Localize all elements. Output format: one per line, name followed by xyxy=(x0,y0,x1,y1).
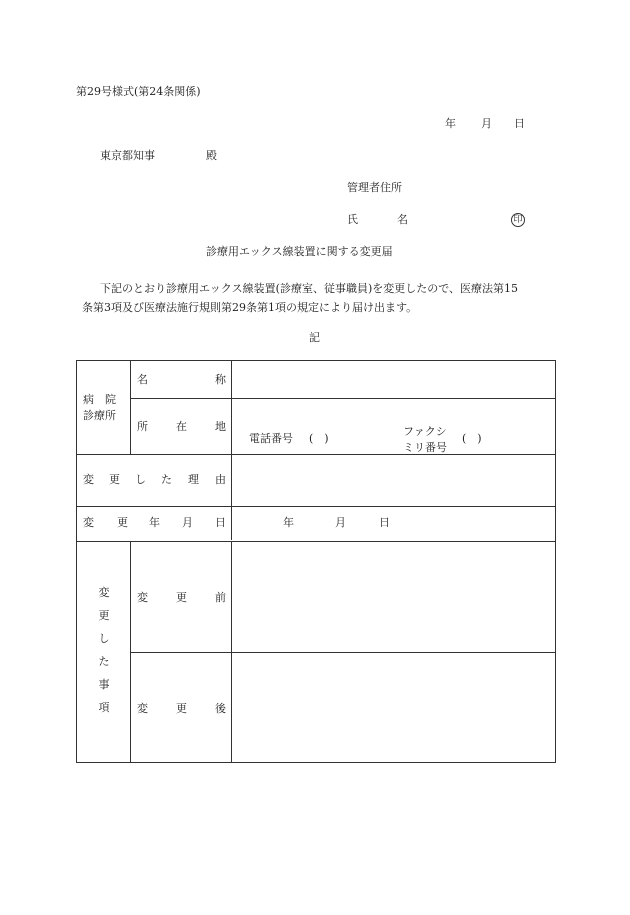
changed-items-char-2: 更 xyxy=(98,609,110,622)
changed-items-char-3: し xyxy=(98,632,110,645)
recipient-honorific: 殿 xyxy=(206,149,217,162)
hospital-label-2: 診療所 xyxy=(83,409,116,422)
change-date-char-1: 変 xyxy=(83,516,94,529)
change-date-char-4: 月 xyxy=(182,516,193,529)
reason-char-5: 理 xyxy=(188,473,199,486)
recipient-title: 東京都知事 xyxy=(100,149,155,162)
body-line-2: 条第3項及び医療法施行規則第29条第1項の規定により届け出ます。 xyxy=(82,301,418,314)
hospital-label-1: 病 院 xyxy=(83,393,116,406)
changed-items-label xyxy=(97,581,111,719)
after-char-2: 更 xyxy=(176,702,187,715)
changed-items-char-5: 事 xyxy=(98,678,110,691)
name-char-2: 称 xyxy=(215,373,226,386)
seal-icon: 印 xyxy=(511,213,525,227)
reason-char-6: 由 xyxy=(215,473,226,486)
after-char-1: 変 xyxy=(137,702,148,715)
form-number: 第29号様式(第24条関係) xyxy=(76,85,201,98)
date-day-label: 日 xyxy=(514,117,525,130)
name-label-2: 名 xyxy=(397,213,408,226)
before-char-1: 変 xyxy=(137,591,148,604)
date-value-month: 月 xyxy=(335,516,346,529)
fax-label-2: ミリ番号 xyxy=(403,441,447,454)
form-table xyxy=(76,360,556,763)
changed-items-char-1: 変 xyxy=(98,586,110,599)
date-value-day: 日 xyxy=(379,516,390,529)
after-char-3: 後 xyxy=(215,702,226,715)
manager-address-label: 管理者住所 xyxy=(347,181,402,194)
location-char-3: 地 xyxy=(215,420,226,433)
ki-label: 記 xyxy=(309,331,320,344)
before-char-2: 更 xyxy=(176,591,187,604)
reason-char-1: 変 xyxy=(83,473,94,486)
body-line-1: 下記のとおり診療用エックス線装置(診療室、従事職員)を変更したので、医療法第15 xyxy=(100,282,519,295)
changed-items-char-4: た xyxy=(98,655,110,668)
fax-parens: ( ) xyxy=(462,432,482,445)
reason-char-3: し xyxy=(135,473,146,486)
body-text xyxy=(82,279,560,317)
before-char-3: 前 xyxy=(215,591,226,604)
date-year-label: 年 xyxy=(445,117,456,130)
change-date-char-3: 年 xyxy=(149,516,160,529)
name-char-1: 名 xyxy=(137,373,148,386)
phone-label: 電話番号 xyxy=(249,432,293,445)
reason-char-4: た xyxy=(161,473,172,486)
change-date-char-2: 更 xyxy=(117,516,128,529)
reason-char-2: 更 xyxy=(109,473,120,486)
changed-items-char-6: 項 xyxy=(98,701,110,714)
location-char-1: 所 xyxy=(137,420,148,433)
change-date-char-5: 日 xyxy=(215,516,226,529)
location-char-2: 在 xyxy=(176,420,187,433)
fax-label-1: ファクシ xyxy=(403,425,447,438)
name-label-1: 氏 xyxy=(347,213,358,226)
document-title: 診療用エックス線装置に関する変更届 xyxy=(206,245,393,258)
date-month-label: 月 xyxy=(481,117,492,130)
phone-parens: ( ) xyxy=(309,432,329,445)
date-value-year: 年 xyxy=(283,516,294,529)
